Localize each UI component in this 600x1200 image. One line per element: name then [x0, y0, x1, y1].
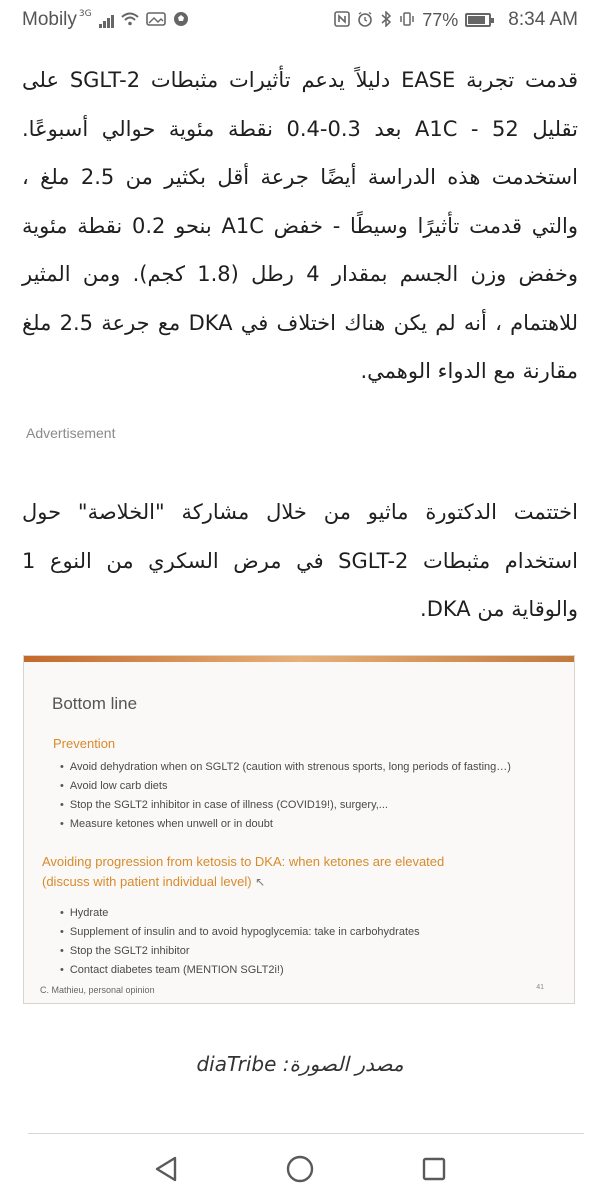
list-item: • Contact diabetes team (MENTION SGLT2i!)	[60, 961, 420, 980]
list-item: • Avoid dehydration when on SGLT2 (caution with strenous sports, long periods of fasting…)	[60, 758, 511, 777]
slide-footer: C. Mathieu, personal opinion	[40, 985, 155, 995]
network-type: 3G	[78, 9, 92, 19]
slide-progression-list	[60, 904, 420, 980]
recents-button[interactable]	[417, 1152, 451, 1186]
progression-heading-line-1: Avoiding progression from ketosis to DKA: when ketones are elevated	[42, 854, 445, 869]
clock: 8:34 AM	[508, 9, 578, 30]
bluetooth-icon	[380, 11, 392, 30]
list-item: • Supplement of insulin and to avoid hypoglycemia: take in carbohydrates	[60, 923, 420, 942]
slide-prevention-heading: Prevention	[53, 736, 116, 751]
battery-fill	[468, 16, 485, 24]
list-item: • Measure ketones when unwell or in doubt	[60, 815, 511, 834]
triangle-back-icon	[153, 1155, 179, 1183]
slide-header-bar	[24, 656, 574, 662]
vibrate-icon	[399, 11, 415, 30]
square-recents-icon	[421, 1156, 447, 1182]
list-item: • Hydrate	[60, 904, 420, 923]
wifi-icon	[121, 12, 139, 29]
signal-icon	[99, 12, 114, 28]
back-button[interactable]	[149, 1152, 183, 1186]
carrier-name: Mobily	[22, 9, 77, 30]
home-button[interactable]	[283, 1152, 317, 1186]
slide-title: Bottom line	[52, 694, 138, 713]
image-notification-icon	[146, 12, 166, 29]
article-body-2	[22, 488, 578, 634]
status-bar	[0, 0, 600, 40]
slide-page-number: 41	[536, 984, 544, 991]
progression-heading-line-2	[42, 872, 444, 892]
navigation-bar	[0, 1138, 600, 1200]
battery-icon	[465, 13, 491, 27]
list-item: • Avoid low carb diets	[60, 777, 511, 796]
soccer-ball-icon	[173, 11, 189, 30]
article-body	[22, 56, 578, 396]
status-right	[334, 9, 578, 31]
advertisement-label: Advertisement	[26, 425, 116, 441]
image-caption: مصدر الصورة: diaTribe	[196, 1052, 404, 1076]
article-paragraph-2: اختتمت الدكتورة ماثيو من خلال مشاركة "الخلاصة" حول استخدام مثبطات SGLT-2 في مرض السكري من النوع 1 والوقاية من DKA.	[22, 500, 578, 621]
divider	[28, 1133, 584, 1134]
slide-progression-heading	[42, 852, 444, 892]
alarm-icon	[357, 11, 373, 30]
article-paragraph-1: قدمت تجربة EASE دليلاً يدعم تأثيرات مثبطات SGLT-2 على تقليل A1C - 52 بعد 0.3-0.4 نقطة مئوية حوالي أسبوعًا. استخدمت هذه الدراسة أيضًا جرعة أقل بكثير من 2.5 ملغ ، والتي قدمت تأثيرًا وسيطًا - خفض A1C بنحو 0.2 نقطة مئوية وخفض وزن الجسم بمقدار 4 رطل (1.8 كجم). ومن المثير للاهتمام ، أنه لم يكن هناك اختلاف في DKA مع جرعة 2.5 ملغ مقارنة مع الدواء الوهمي.	[22, 68, 579, 383]
circle-home-icon	[285, 1154, 315, 1184]
nfc-icon	[334, 11, 350, 30]
battery-percent: 77%	[422, 9, 459, 30]
list-item: • Stop the SGLT2 inhibitor in case of illness (COVID19!), surgery,...	[60, 796, 511, 815]
progression-heading-line-2-text: (discuss with patient individual level)	[42, 874, 252, 889]
list-item: • Stop the SGLT2 inhibitor	[60, 942, 420, 961]
slide-image[interactable]	[23, 655, 575, 1004]
slide-prevention-list	[60, 758, 511, 834]
cursor-icon: ↖	[255, 875, 266, 889]
status-left	[22, 9, 189, 31]
